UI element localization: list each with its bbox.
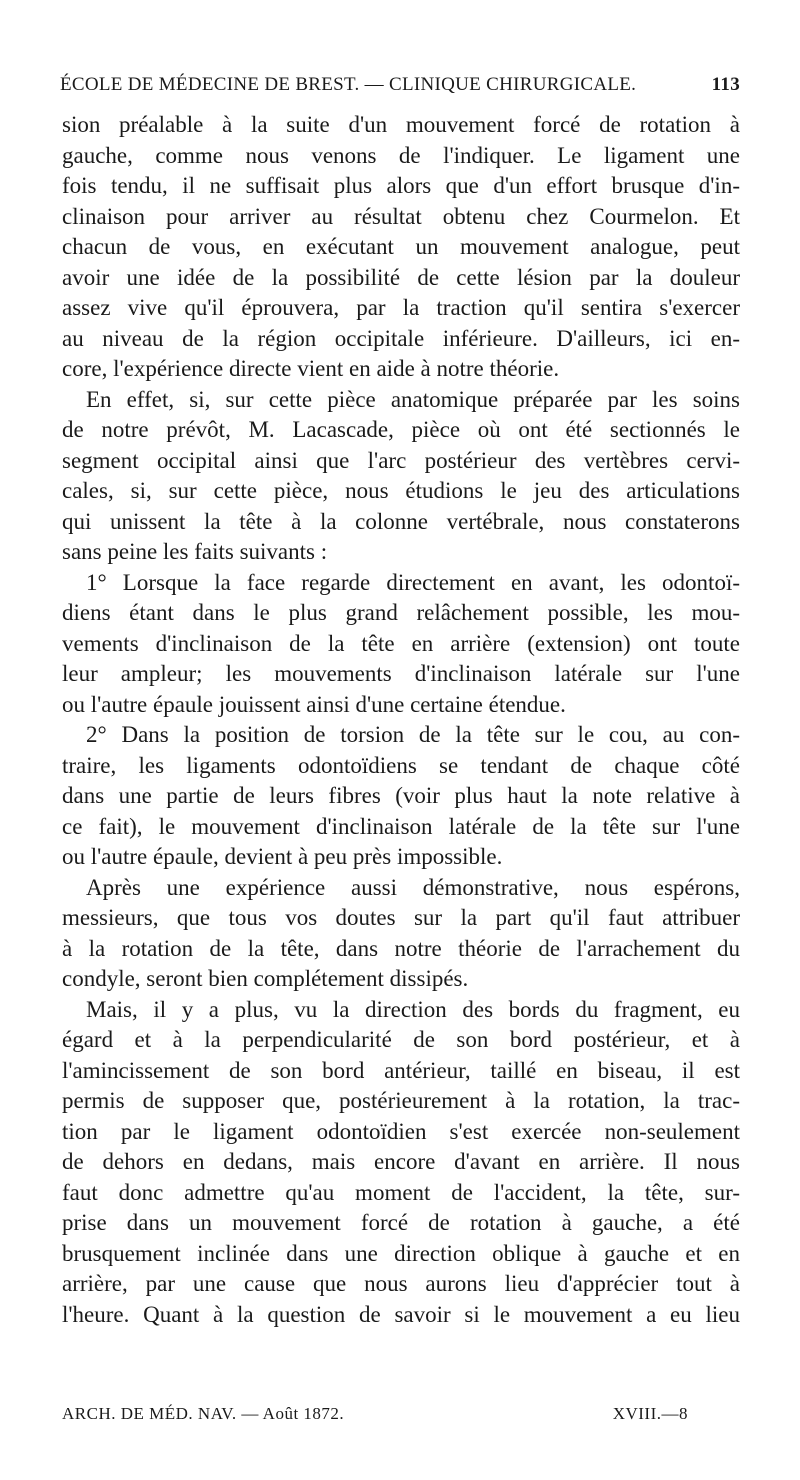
text-line: leur ampleur; les mouvements d'inclinaison latérale sur l'une bbox=[62, 661, 740, 686]
text-line: ou l'autre épaule jouissent ainsi d'une certaine étendue. bbox=[62, 691, 566, 717]
text-line: prise dans un mouvement forcé de rotation à gauche, a été bbox=[62, 1210, 740, 1235]
running-header bbox=[60, 70, 740, 100]
page-footer bbox=[62, 1404, 740, 1430]
journal-signature: ARCH. DE MÉD. NAV. — Août 1872. bbox=[62, 1404, 345, 1423]
text-line: En effet, si, sur cette pièce anatomique préparée par les soins bbox=[86, 386, 740, 412]
body-text bbox=[62, 110, 740, 1330]
text-line: sans peine les faits suivants : bbox=[62, 539, 328, 564]
text-line: ce fait), le mouvement d'inclinaison latérale de la tête sur l'une bbox=[62, 813, 740, 839]
text-line: faut donc admettre qu'au moment de l'accident, la tête, sur- bbox=[62, 1179, 740, 1205]
text-line: ou l'autre épaule, devient à peu près impossible. bbox=[62, 844, 503, 869]
text-line: diens étant dans le plus grand relâchement possible, les mou- bbox=[62, 600, 740, 625]
text-line: tion par le ligament odontoïdien s'est exercée non-seulement bbox=[62, 1118, 740, 1144]
running-title: ÉCOLE DE MÉDECINE DE BREST. — CLINIQUE CHIRURGICALE. bbox=[60, 74, 637, 95]
text-line: condyle, seront bien complétement dissipés. bbox=[62, 966, 469, 991]
text-line: au niveau de la région occipitale inférieure. D'ailleurs, ici en- bbox=[62, 325, 740, 351]
text-line: brusquement inclinée dans une direction oblique à gauche et en bbox=[62, 1240, 740, 1266]
text-line: Mais, il y a plus, vu la direction des bords du fragment, eu bbox=[86, 996, 740, 1022]
text-line: permis de supposer que, postérieurement à la rotation, la trac- bbox=[62, 1088, 740, 1113]
text-line: core, l'expérience directe vient en aide à notre théorie. bbox=[62, 356, 560, 381]
text-line: qui unissent la tête à la colonne vertébrale, nous constaterons bbox=[62, 508, 740, 534]
text-line: à la rotation de la tête, dans notre théorie de l'arrachement du bbox=[62, 935, 740, 961]
text-line: traire, les ligaments odontoïdiens se tendant de chaque côté bbox=[62, 752, 740, 778]
text-line: de notre prévôt, M. Lacascade, pièce où ont été sectionnés le bbox=[62, 417, 740, 442]
text-line: sion préalable à la suite d'un mouvement forcé de rotation à bbox=[62, 112, 740, 137]
text-line: l'amincissement de son bord antérieur, taillé en biseau, il est bbox=[62, 1057, 740, 1083]
text-line: 2° Dans la position de torsion de la tête sur le cou, au con- bbox=[86, 722, 740, 747]
text-line: dans une partie de leurs fibres (voir plus haut la note relative à bbox=[62, 783, 740, 808]
text-line: 1° Lorsque la face regarde directement en avant, les odontoï- bbox=[86, 569, 740, 595]
text-line: cales, si, sur cette pièce, nous étudions le jeu des articulations bbox=[62, 478, 740, 503]
text-line: messieurs, que tous vos doutes sur la part qu'il faut attribuer bbox=[62, 905, 740, 930]
text-line: fois tendu, il ne suffisait plus alors que d'un effort brusque d'in- bbox=[62, 173, 740, 198]
text-line: de dehors en dedans, mais encore d'avant en arrière. Il nous bbox=[62, 1149, 740, 1174]
text-line: vements d'inclinaison de la tête en arrière (extension) ont toute bbox=[62, 630, 740, 656]
text-line: arrière, par une cause que nous aurons lieu d'apprécier tout à bbox=[62, 1271, 740, 1296]
text-line: Après une expérience aussi démonstrative, nous espérons, bbox=[86, 874, 740, 900]
text-line: gauche, comme nous venons de l'indiquer. Le ligament une bbox=[62, 142, 740, 168]
page-number: 113 bbox=[711, 74, 740, 95]
text-line: chacun de vous, en exécutant un mouvement analogue, peut bbox=[62, 234, 740, 259]
text-line: clinaison pour arriver au résultat obtenu chez Courmelon. Et bbox=[62, 203, 740, 229]
text-line: l'heure. Quant à la question de savoir si le mouvement a eu lieu bbox=[62, 1301, 740, 1327]
text-line: segment occipital ainsi que l'arc postérieur des vertèbres cervi- bbox=[62, 447, 740, 473]
text-line: avoir une idée de la possibilité de cette lésion par la douleur bbox=[62, 264, 740, 290]
text-line: assez vive qu'il éprouvera, par la traction qu'il sentira s'exercer bbox=[62, 295, 740, 320]
text-line: égard et à la perpendicularité de son bord postérieur, et à bbox=[62, 1027, 740, 1052]
sheet-signature: XVIII.—8 bbox=[612, 1404, 688, 1423]
